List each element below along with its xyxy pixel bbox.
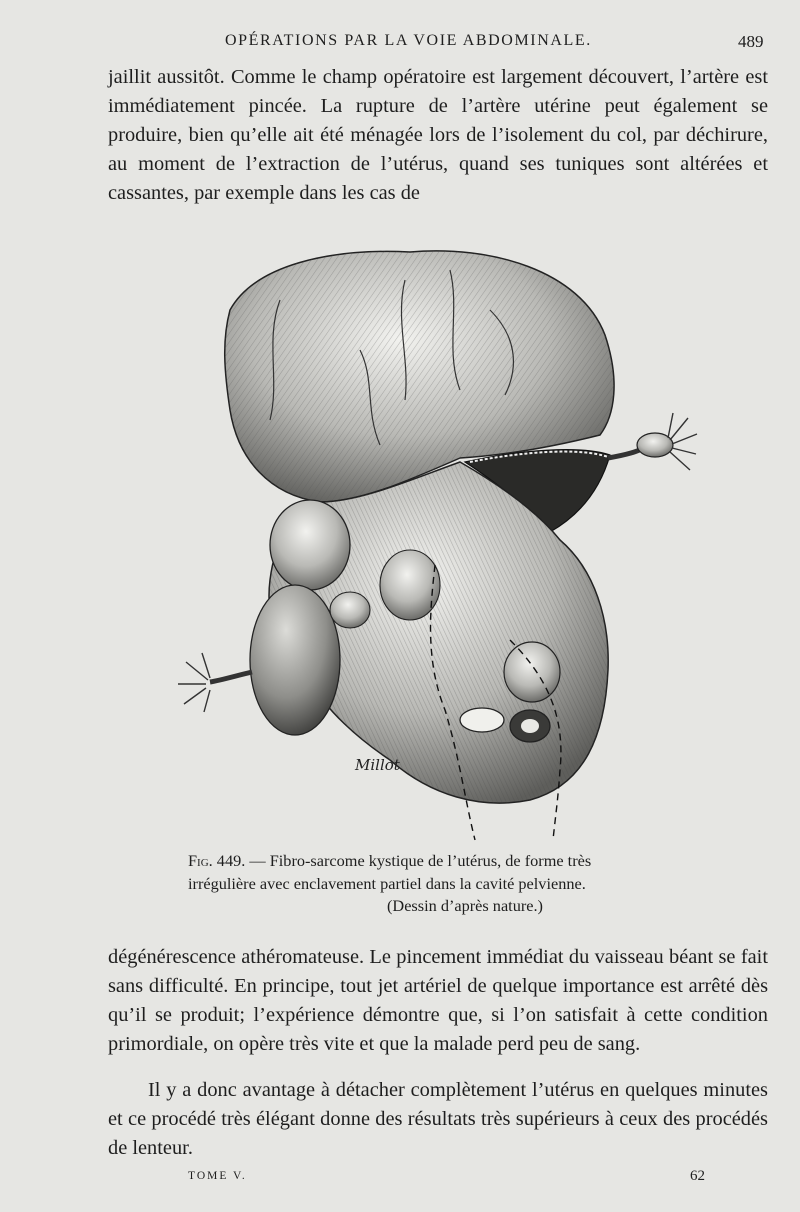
paragraph-2: dégénérescence athéromateuse. Le pincement immédiat du vaisseau béant se fait sans difficulté. En principe, tout jet artériel de quelque importance est arrêté dès qu’il se produit; l’expérience démontre que, si l’on satisfait à cette condition primordiale, on opère très vite et que la malade perd peu de sang. [108, 946, 768, 1055]
artist-signature: Millot [355, 756, 400, 774]
caption-line-1 [150, 850, 750, 873]
left-fallopian-tube [178, 653, 252, 712]
signature-mark: 62 [690, 1168, 705, 1184]
figure-caption [150, 850, 750, 918]
figure-label: Fig. 449. [188, 851, 246, 870]
uterus-illustration [160, 240, 730, 845]
page-number: 489 [738, 32, 764, 51]
caption-text-1: — Fibro-sarcome kystique de l’utérus, de forme très [249, 851, 592, 870]
running-head [0, 30, 800, 54]
caption-line-2: irrégulière avec enclavement partiel dans la cavité pelvienne. [188, 873, 586, 893]
page-footer [0, 1168, 800, 1192]
paragraph-3: Il y a donc avantage à détacher complètement l’utérus en quelques minutes et ce procédé très élégant donne des résultats très supérieurs à ceux des procédés de lenteur. [108, 1079, 768, 1159]
right-fallopian-tube [608, 413, 697, 470]
running-title: OPÉRATIONS PAR LA VOIE ABDOMINALE. [225, 32, 592, 49]
paragraph-1: jaillit aussitôt. Comme le champ opératoire est largement découvert, l’artère est immédiatement pincée. La rupture de l’artère utérine peut également se produire, bien qu’elle ait été ménagée lors de l’isolement du col, par déchirure, au moment de l’extraction de l’utérus, quand ses tuniques sont altérées et cassantes, par exemple dans les cas de [108, 66, 768, 204]
caption-line-3: (Dessin d’après nature.) [387, 896, 543, 915]
volume-mark: TOME V. [188, 1170, 247, 1182]
